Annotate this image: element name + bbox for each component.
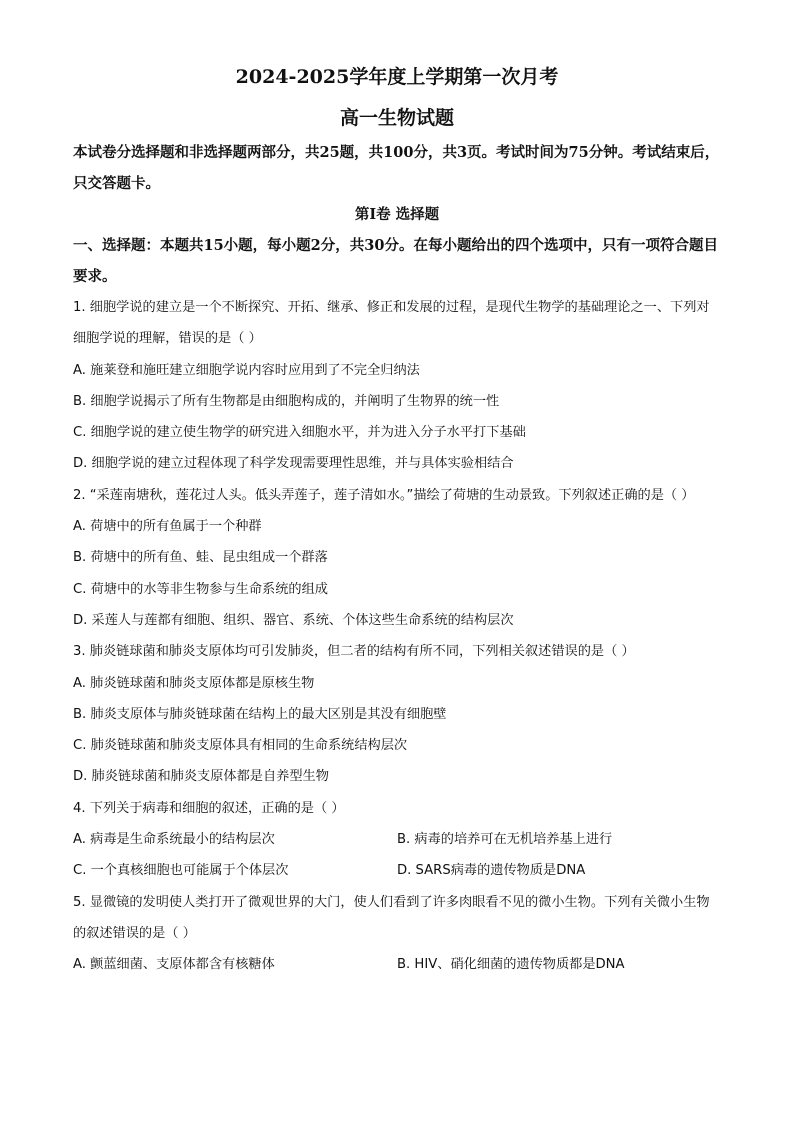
option-row — [73, 824, 721, 855]
question-5 — [73, 887, 721, 981]
option-d: D. 肺炎链球菌和肺炎支原体都是自养型生物 — [73, 769, 329, 785]
question-stem: 3. 肺炎链球菌和肺炎支原体均可引发肺炎，但二者的结构有所不同，下列相关叙述错误的是（ ） — [73, 644, 635, 660]
question-stem: 2. “采莲南塘秋，莲花过人头。低头弄莲子，莲子清如水。”描绘了荷塘的生动景致。下列叙述正确的是（ ） — [73, 487, 695, 503]
question-1 — [73, 292, 721, 480]
option-b: B. HIV、硝化细菌的遗传物质都是DNA — [397, 957, 625, 973]
exam-page — [73, 64, 721, 981]
option-c: C. 荷塘中的水等非生物参与生命系统的组成 — [73, 581, 328, 597]
option-c: C. 细胞学说的建立使生物学的研究进入细胞水平，并为进入分子水平打下基础 — [73, 425, 526, 441]
option-c: C. 肺炎链球菌和肺炎支原体具有相同的生命系统结构层次 — [73, 738, 408, 754]
exam-subject-title: 高一生物试题 — [339, 107, 454, 129]
option-a: A. 荷塘中的所有鱼属于一个种群 — [73, 519, 262, 535]
option-row — [73, 855, 721, 886]
option-d: D. SARS病毒的遗传物质是DNA — [397, 863, 586, 879]
option-b: B. 肺炎支原体与肺炎链球菌在结构上的最大区别是其没有细胞壁 — [73, 706, 447, 722]
exam-instructions: 本试卷分选择题和非选择题两部分，共25题，共100分，共3页。考试时间为75分钟。考试结束后，只交答题卡。 — [73, 144, 720, 192]
section-description: 一、选择题：本题共15小题，每小题2分，共30分。在每小题给出的四个选项中，只有一项符合题目要求。 — [73, 237, 718, 285]
question-stem: 4. 下列关于病毒和细胞的叙述，正确的是（ ） — [73, 800, 345, 816]
option-b: B. 细胞学说揭示了所有生物都是由细胞构成的，并阐明了生物界的统一性 — [73, 393, 500, 409]
option-row — [73, 949, 721, 980]
section-heading: 第Ⅰ卷 选择题 — [354, 206, 440, 223]
question-stem: 5. 显微镜的发明使人类打开了微观世界的大门，使人们看到了许多肉眼看不见的微小生物。下列有关微小生物的叙述错误的是（ ） — [73, 894, 710, 941]
option-a: A. 病毒是生命系统最小的结构层次 — [73, 832, 275, 848]
option-b: B. 病毒的培养可在无机培养基上进行 — [397, 832, 613, 848]
question-stem: 1. 细胞学说的建立是一个不断探究、开拓、继承、修正和发展的过程，是现代生物学的基础理论之一、下列对细胞学说的理解，错误的是（ ） — [73, 300, 710, 347]
question-4 — [73, 793, 721, 887]
exam-title: 2024-2025学年度上学期第一次月考 — [235, 66, 559, 88]
question-2 — [73, 480, 721, 636]
option-d: D. 细胞学说的建立过程体现了科学发现需要理性思维，并与具体实验相结合 — [73, 456, 514, 472]
option-a: A. 施莱登和施旺建立细胞学说内容时应用到了不完全归纳法 — [73, 362, 420, 378]
option-b: B. 荷塘中的所有鱼、蛙、昆虫组成一个群落 — [73, 550, 328, 566]
option-d: D. 采莲人与莲都有细胞、组织、器官、系统、个体这些生命系统的结构层次 — [73, 612, 514, 628]
option-a: A. 颤蓝细菌、支原体都含有核糖体 — [73, 957, 275, 973]
option-a: A. 肺炎链球菌和肺炎支原体都是原核生物 — [73, 675, 315, 691]
question-3 — [73, 636, 721, 792]
option-c: C. 一个真核细胞也可能属于个体层次 — [73, 863, 289, 879]
